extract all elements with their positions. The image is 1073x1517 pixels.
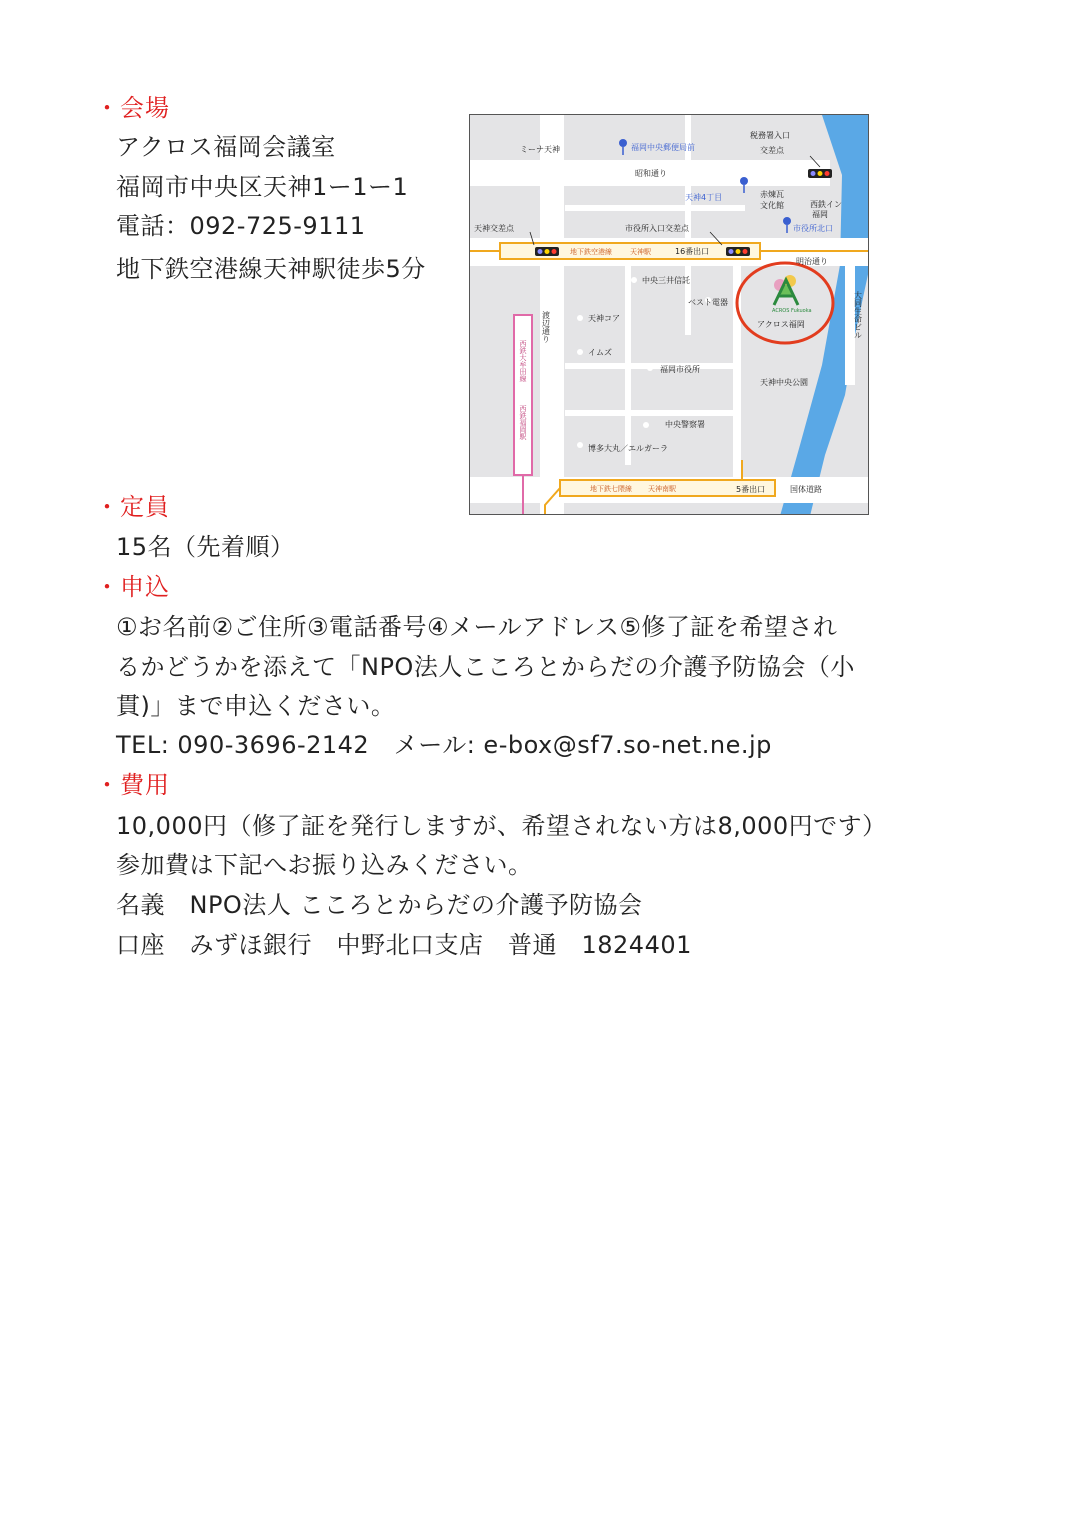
map-label-subway-airport: 地下鉄空港線 [570,248,612,256]
apply-line-1: ①お名前②ご住所③電話番号④メールアドレス⑤修了証を希望され [116,613,838,641]
venue-name: アクロス福岡会議室 [116,133,336,161]
map-label-city-hall: 福岡市役所 [660,365,700,374]
map-label-acros-logo: ACROS Fukuoka [772,308,812,314]
traffic-light-icon [808,169,832,178]
map-label-tenjin-minami: 天神南駅 [648,485,676,493]
map-label-watanabe: 渡辺通り [541,311,551,343]
map-label-city-hall-entrance: 市役所入口交差点 [625,224,689,233]
map-label-kokutai: 国体道路 [790,485,822,494]
map-label-chuo-mitsui: 中央三井信託 [642,276,690,285]
map-label-tenjin-crossing: 天神交差点 [474,224,514,233]
capacity-text: 15名（先着順） [116,533,295,561]
traffic-light-icon [535,247,559,256]
fee-line-1: 10,000円（修了証を発行しますが、希望されない方は8,000円です） [116,812,887,840]
map-label-akarenga: 赤煉瓦 [760,190,784,199]
venue-address: 福岡市中央区天神1ー1ー1 [116,173,409,201]
map-label-acros: アクロス福岡 [757,320,805,329]
nishitetsu-rail [514,315,532,475]
map-label-nishitetsu-line: 西鉄大牟田線 [519,340,527,382]
map-label-exit5: 5番出口 [736,485,766,494]
section-heading-capacity: ・定員 [95,493,170,521]
section-heading-apply: ・申込 [95,573,170,601]
map-label-daimaru: 博多大丸／エルガーラ [588,444,668,453]
apply-line-2: るかどうかを添えて「NPO法人こころとからだの介護予防協会（小 [116,653,855,681]
map-label-mina-tenjin: ミーナ天神 [520,145,560,154]
map-label-city-hall-north: 市役所北口 [793,224,833,233]
venue-access: 地下鉄空港線天神駅徒歩5分 [116,255,426,283]
map-label-dado: 大同生命ビル [853,291,863,339]
fee-line-2: 参加費は下記へお振り込みください。 [116,851,533,879]
venue-phone: 電話：092-725-9111 [116,212,366,240]
map-label-tenjin-station: 天神駅 [630,248,651,256]
map-label-nishitetsu-inn: 西鉄イン [810,200,842,209]
fee-bank-account: 口座 みずほ銀行 中野北口支店 普通 1824401 [116,931,692,959]
apply-line-3: 貫)」まで申込ください。 [116,692,396,720]
map-graphic [470,115,869,515]
map-label-showa: 昭和通り [635,169,667,178]
map-label-nishitetsu-inn-2: 福岡 [812,210,828,219]
map-label-imz: イムズ [588,348,612,357]
map-label-tenjin-core: 天神コア [588,314,620,323]
fee-account-holder: 名義 NPO法人 こころとからだの介護予防協会 [116,891,643,919]
map-label-tax-office: 税務署入口 [750,131,790,140]
map-label-tax-office-2: 交差点 [760,146,784,155]
map-label-post-office: 福岡中央郵便局前 [631,143,695,152]
map-label-meiji: 明治通り [796,257,828,266]
section-heading-venue: ・会場 [95,94,170,122]
map-label-police: 中央警察署 [665,420,705,429]
map-label-best-denki: ベスト電器 [688,298,728,307]
map-label-akarenga-2: 文化館 [760,201,784,210]
section-heading-fee: ・費用 [95,771,170,799]
apply-contact: TEL: 090-3696-2142 メール: e-box@sf7.so-net.ne.jp [116,731,772,759]
map-label-nishitetsu-station: 西鉄福岡駅 [519,405,527,440]
map-label-exit16: 16番出口 [675,247,710,256]
access-map [469,114,869,515]
map-label-park: 天神中央公園 [760,378,808,387]
map-label-subway-nanakuma: 地下鉄七隈線 [590,485,632,493]
map-label-tenjin4: 天神4丁目 [685,193,723,202]
traffic-light-icon [726,247,750,256]
